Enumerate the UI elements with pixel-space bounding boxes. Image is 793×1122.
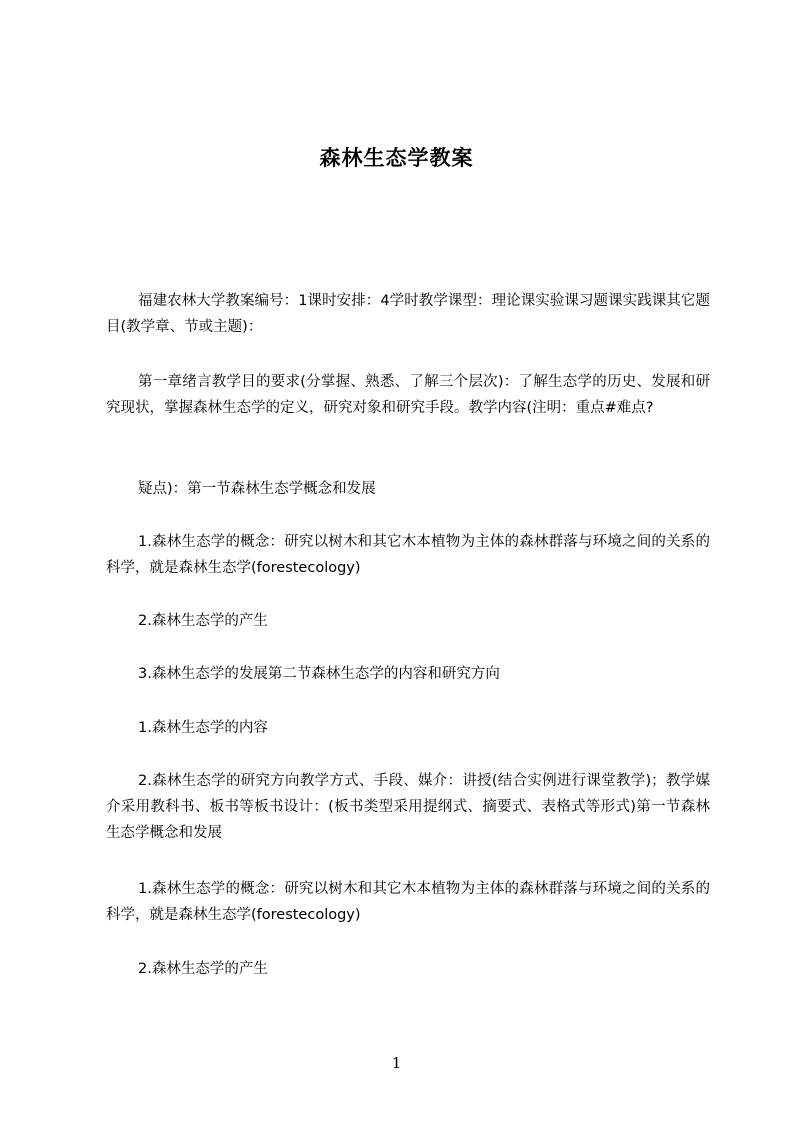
paragraph-origin: 2.森林生态学的产生: [138, 613, 268, 629]
paragraph-concept: 1.森林生态学的概念：研究以树木和其它木本植物为主体的森林群落与环境之间的关系的科学，就是森林生态学(forestecology): [106, 534, 710, 576]
document-title: 森林生态学教案: [319, 146, 474, 170]
paragraph-header-info: 福建农林大学教案编号：1课时安排：4学时教学课型：理论课实验课习题课实践课其它题目(教学章、节或主题)：: [106, 293, 710, 335]
paragraph-section-one: 疑点)：第一节森林生态学概念和发展: [138, 481, 376, 497]
paragraph-research-direction: 2.森林生态学的研究方向教学方式、手段、媒介：讲授(结合实例进行课堂教学)；教学媒介采用教科书、板书等板书设计：(板书类型采用提纲式、摘要式、表格式等形式)第一节森林生态学概念和发展: [106, 773, 710, 841]
paragraph-development: 3.森林生态学的发展第二节森林生态学的内容和研究方向: [138, 666, 500, 682]
paragraph-content: 1.森林生态学的内容: [138, 720, 268, 736]
paragraph-concept-repeat: 1.森林生态学的概念：研究以树木和其它木本植物为主体的森林群落与环境之间的关系的科学，就是森林生态学(forestecology): [106, 881, 710, 923]
page-number: 1: [391, 1054, 402, 1072]
paragraph-origin-repeat: 2.森林生态学的产生: [138, 961, 268, 977]
paragraph-chapter-intro: 第一章绪言教学目的要求(分掌握、熟悉、了解三个层次)：了解生态学的历史、发展和研究现状，掌握森林生态学的定义，研究对象和研究手段。教学内容(注明：重点#难点?: [106, 374, 710, 416]
